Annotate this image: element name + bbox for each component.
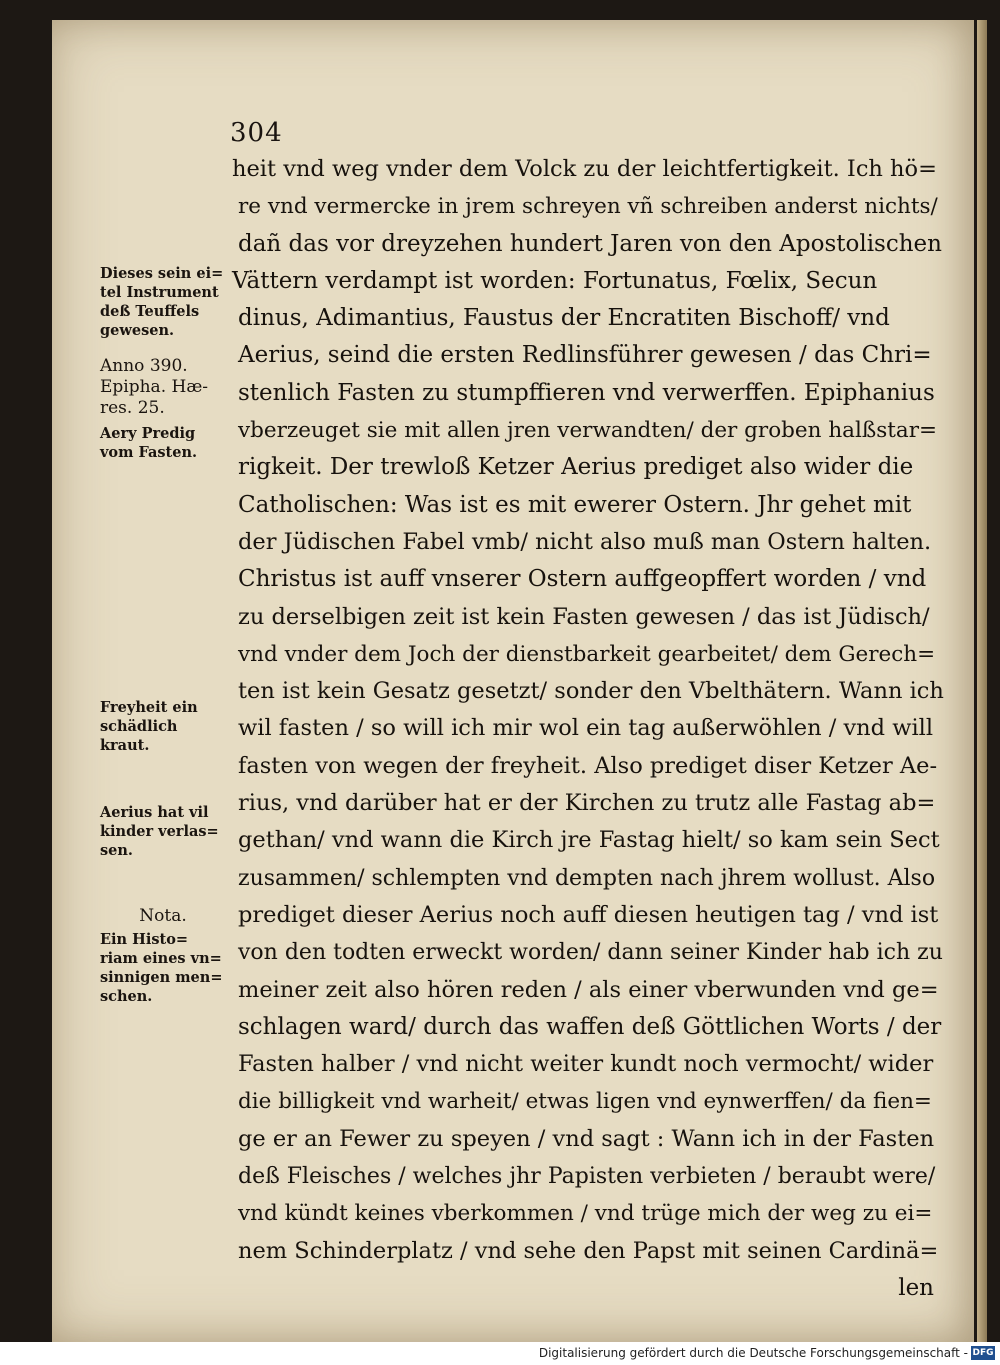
page-number: 304 bbox=[230, 118, 283, 148]
text-line: Vättern verdampt ist worden: Fortunatus, Fœlix, Secun bbox=[232, 267, 878, 294]
main-text-block bbox=[232, 151, 942, 1307]
text-line: re vnd vermercke in jrem schreyen vñ schreiben anderst nichts/ bbox=[238, 194, 938, 220]
text-line: prediget dieser Aerius noch auff diesen heutigen tag / vnd ist bbox=[238, 901, 939, 928]
text-line: rigkeit. Der trewloß Ketzer Aerius prediget also wider die bbox=[238, 454, 914, 481]
text-line: meiner zeit also hören reden / als einer vberwunden vnd ge= bbox=[238, 976, 939, 1003]
text-line: Fasten halber / vnd nicht weiter kundt noch vermocht/ wider bbox=[238, 1051, 934, 1078]
margin-note: Freyheit ein schädlich kraut. bbox=[100, 699, 198, 754]
footer-credit: Digitalisierung gefördert durch die Deutsche Forschungsgemeinschaft - bbox=[538, 1346, 968, 1360]
text-line: Catholischen: Was ist es mit ewerer Ostern. Jhr gehet mit bbox=[238, 491, 912, 518]
text-line: Christus ist auff vnserer Ostern auffgeopffert worden / vnd bbox=[238, 566, 927, 593]
text-line: ten ist kein Gesatz gesetzt/ sonder den Vbelthätern. Wann ich bbox=[238, 678, 944, 705]
text-line: von den todten erweckt worden/ dann seiner Kinder hab ich zu bbox=[238, 940, 943, 966]
text-line: schlagen ward/ durch das waffen deß Göttlichen Worts / der bbox=[238, 1013, 942, 1040]
text-line: vberzeuget sie mit allen jren verwandten/ der groben halßstar= bbox=[238, 418, 938, 444]
text-line: dinus, Adimantius, Faustus der Encratiten Bischoff/ vnd bbox=[238, 305, 890, 332]
dfg-logo-icon: DFG bbox=[972, 1348, 994, 1358]
margin-note: Aery Predig vom Fasten. bbox=[100, 425, 198, 461]
margin-note: Anno 390. Epipha. Hæ- res. 25. bbox=[100, 356, 209, 418]
text-line: rius, vnd darüber hat er der Kirchen zu trutz alle Fastag ab= bbox=[238, 790, 936, 817]
text-line: der Jüdischen Fabel vmb/ nicht also muß man Ostern halten. bbox=[238, 528, 932, 555]
footer-bar bbox=[0, 1342, 1000, 1365]
text-line: stenlich Fasten zu stumpffieren vnd verwerffen. Epiphanius bbox=[238, 379, 935, 406]
text-line: heit vnd weg vnder dem Volck zu der leichtfertigkeit. Ich hö= bbox=[232, 156, 937, 182]
text-line: gethan/ vnd wann die Kirch jre Fastag hielt/ so kam sein Sect bbox=[238, 827, 940, 854]
margin-note: Dieses sein ei= tel Instrument deß Teuffels gewesen. bbox=[100, 265, 224, 339]
catchword: len bbox=[898, 1274, 934, 1301]
text-line: Aerius, seind die ersten Redlinsführer gewesen / das Chri= bbox=[238, 342, 932, 369]
text-line: wil fasten / so will ich mir wol ein tag außerwöhlen / vnd will bbox=[238, 715, 934, 742]
margin-note: Nota. bbox=[139, 906, 187, 926]
text-line: vnd vnder dem Joch der dienstbarkeit gearbeitet/ dem Gerech= bbox=[238, 641, 936, 667]
text-line: zusammen/ schlempten vnd dempten nach jhrem wollust. Also bbox=[238, 865, 936, 891]
text-line: vnd kündt keines vberkommen / vnd trüge mich der weg zu ei= bbox=[238, 1201, 933, 1227]
text-line: ge er an Fewer zu speyen / vnd sagt : Wann ich in der Fasten bbox=[238, 1125, 935, 1152]
text-line: die billigkeit vnd warheit/ etwas ligen vnd eynwerffen/ da fien= bbox=[238, 1089, 932, 1115]
margin-note: Ein Histo= riam eines vn= sinnigen men= schen. bbox=[100, 931, 223, 1005]
text-line: nem Schinderplatz / vnd sehe den Papst mit seinen Cardinä= bbox=[238, 1237, 939, 1264]
text-line: fasten von wegen der freyheit. Also prediget diser Ketzer Ae- bbox=[238, 752, 938, 779]
text-line: dañ das vor dreyzehen hundert Jaren von den Apostolischen bbox=[238, 230, 942, 257]
text-line: zu derselbigen zeit ist kein Fasten gewesen / das ist Jüdisch/ bbox=[238, 603, 930, 630]
text-line: deß Fleisches / welches jhr Papisten verbieten / beraubt were/ bbox=[238, 1164, 936, 1190]
margin-note: Aerius hat vil kinder verlas= sen. bbox=[100, 804, 219, 859]
page-edge bbox=[977, 20, 987, 1342]
